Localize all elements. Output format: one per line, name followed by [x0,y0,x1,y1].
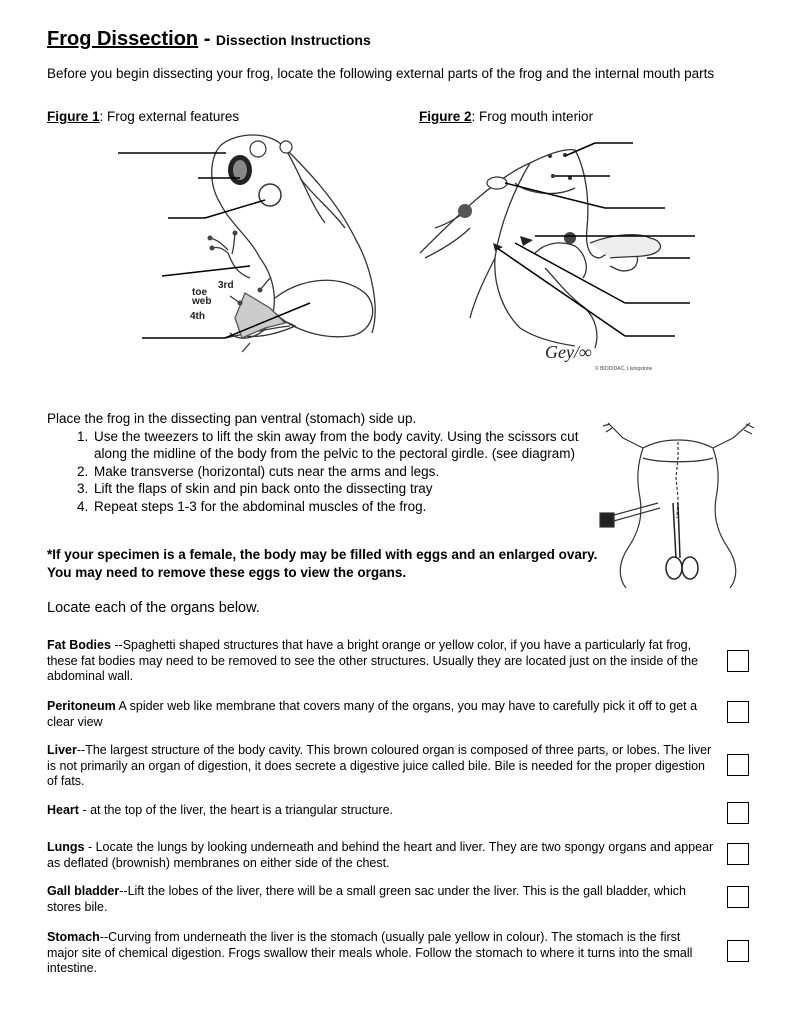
procedure-step: 3. Lift the flaps of skin and pin back onto the dissecting tray [92,480,597,498]
label-web: web [192,296,212,307]
organ-description: --Curving from underneath the liver is the stomach (usually pale yellow in colour). The stomach is the first major site of chemical digestion. Frogs swallow their meals whole. Follow the stomach to where it turns into the small intestine. [47,930,693,975]
organ-lungs [47,840,715,871]
organ-name: Liver [47,743,77,757]
procedure-steps [47,428,597,516]
locate-prefix: Locate each of the [47,600,171,616]
organ-description: - Locate the lungs by looking underneath and behind the heart and liver. They are two spongy organs and appear as deflated (brownish) membranes on either side of the chest. [47,840,714,870]
page-title [47,28,371,51]
organ-name: Stomach [47,930,100,944]
checkbox-gall-bladder[interactable] [727,886,749,908]
figure2-caption [419,109,593,124]
frog-mouth-diagram [415,128,715,373]
organ-name: Fat Bodies [47,638,111,652]
procedure-step: 1. Use the tweezers to lift the skin away from the body cavity. Using the scissors cut along the midline of the body from the pelvic to the pectoral girdle. (see diagram) [92,428,597,463]
title-subtitle: Dissection Instructions [215,32,371,48]
checkbox-peritoneum[interactable] [727,701,749,723]
checkbox-fat-bodies[interactable] [727,650,749,672]
figure2-credit: © BIODIDAC, Livingstone [595,366,653,372]
checkbox-heart[interactable] [727,802,749,824]
organ-fat-bodies [47,638,715,685]
checkbox-stomach[interactable] [727,940,749,962]
figure1-caption [47,109,239,124]
figure2-signature: Gey/∞ [545,342,592,362]
label-3rd: 3rd [218,280,234,291]
procedure [47,410,597,515]
label-toe: toe [192,287,207,298]
checkbox-lungs[interactable] [727,843,749,865]
organ-heart [47,803,715,819]
locate-heading [47,600,260,616]
title-main: Frog Dissection [47,28,199,50]
organ-description: --Lift the lobes of the liver, there will be a small green sac under the liver. This is the gall bladder, which stores bile. [47,884,686,914]
organ-peritoneum [47,699,715,730]
organ-name: Gall bladder [47,884,120,898]
organ-name: Heart [47,803,79,817]
organ-description: A spider web like membrane that covers many of the organs, you may have to carefully pick it off to get a clear view [47,699,698,729]
checkbox-liver[interactable] [727,754,749,776]
intro-text: Before you begin dissecting your frog, locate the following external parts of the frog and the internal mouth parts [47,66,715,81]
dissection-diagram [598,418,760,590]
organ-description: --The largest structure of the body cavity. This brown coloured organ is composed of three parts, or lobes. The liver is not primarily an organ of digestion, it does secrete a digestive juice called bile. Bile is needed for the proper digestion of fats. [47,743,712,788]
procedure-intro: Place the frog in the dissecting pan ventral (stomach) side up. [47,411,417,426]
figure1-label: Figure 1 [47,109,100,124]
figure2-caption-text: : Frog mouth interior [471,109,594,124]
procedure-step: 2. Make transverse (horizontal) cuts near the arms and legs. [92,463,597,481]
figure1-caption-text: : Frog external features [99,109,240,124]
procedure-step: 4. Repeat steps 1-3 for the abdominal muscles of the frog. [92,498,597,516]
figure2-label: Figure 2 [419,109,472,124]
organ-liver [47,743,715,790]
title-dash: - [198,28,216,50]
organ-name: Peritoneum [47,699,116,713]
organ-name: Lungs [47,840,85,854]
label-4th: 4th [190,311,205,322]
locate-suffix: organs below. [170,600,260,616]
female-specimen-warning: *If your specimen is a female, the body may be filled with eggs and an enlarged ovary. You may need to remove these eggs to view the organs. [47,547,598,580]
frog-external-diagram [110,128,400,360]
organ-description: - at the top of the liver, the heart is a triangular structure. [78,803,394,817]
organ-description: --Spaghetti shaped structures that have a bright orange or yellow color, if you have a particularly fat frog, these fat bodies may need to be removed to see the other structures. Usually they are located just on the inside of the abdominal wall. [47,638,699,683]
organ-stomach [47,930,715,977]
organ-gall-bladder [47,884,715,915]
